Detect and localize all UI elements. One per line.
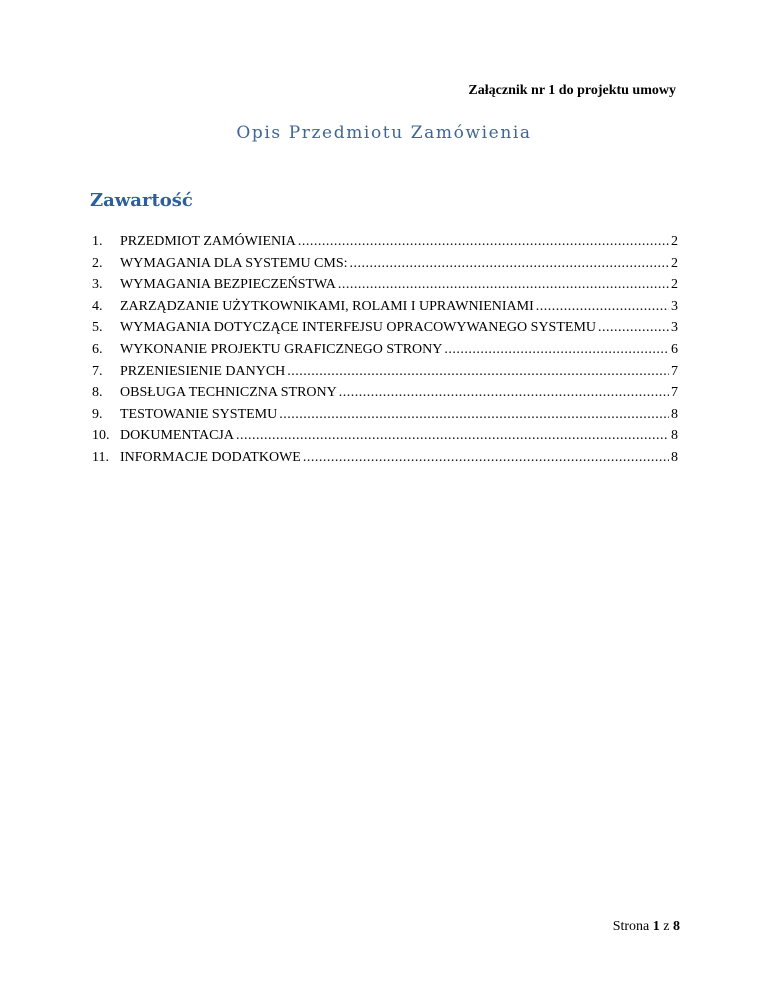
page-footer (613, 919, 680, 935)
toc-entry[interactable] (92, 299, 678, 321)
toc-leader-dots (444, 342, 669, 358)
toc-entry-page: 8 (671, 449, 678, 465)
footer-current-page: 1 (652, 919, 660, 934)
toc-entry-title: ZARZĄDZANIE UŻYTKOWNIKAMI, ROLAMI I UPRAWNIENIAMI (120, 298, 534, 314)
toc-entry-number: 6. (92, 341, 103, 357)
toc-entry-title: TESTOWANIE SYSTEMU (120, 406, 278, 422)
toc-entry[interactable] (92, 234, 678, 256)
toc-entry-page: 6 (671, 341, 678, 357)
footer-page-label: Strona (612, 919, 650, 934)
footer-separator: z (663, 919, 670, 934)
toc-entry[interactable] (92, 407, 678, 429)
toc-heading: Zawartość (90, 190, 193, 211)
toc-entry-title: DOKUMENTACJA (120, 428, 234, 444)
toc-entry-number: 4. (92, 298, 103, 314)
toc-entry-number: 2. (92, 255, 103, 271)
toc-entry[interactable] (92, 256, 678, 278)
toc-entry-number: 3. (92, 277, 103, 293)
toc-entry-title: WYMAGANIA BEZPIECZEŃSTWA (120, 277, 336, 293)
toc-leader-dots (536, 299, 669, 315)
toc-leader-dots (598, 320, 669, 336)
table-of-contents (92, 234, 678, 472)
toc-entry-number: 7. (92, 363, 103, 379)
toc-entry-number: 8. (92, 385, 103, 401)
toc-entry-page: 2 (671, 234, 678, 249)
toc-entry-title: OBSŁUGA TECHNICZNA STRONY (120, 385, 337, 401)
toc-entry[interactable] (92, 385, 678, 407)
toc-entry-title: WYMAGANIA DLA SYSTEMU CMS: (120, 255, 348, 271)
toc-entry[interactable] (92, 364, 678, 386)
toc-entry-page: 2 (671, 255, 678, 271)
toc-leader-dots (350, 256, 669, 272)
toc-entry-number: 1. (92, 234, 103, 249)
toc-leader-dots (303, 450, 669, 466)
toc-entry-page: 3 (671, 320, 678, 336)
document-title: Opis Przedmiotu Zamówienia (236, 123, 532, 143)
toc-leader-dots (236, 428, 669, 444)
toc-entry-number: 11. (92, 449, 109, 465)
footer-total-pages: 8 (673, 919, 680, 934)
toc-entry-page: 2 (671, 277, 678, 293)
toc-entry-page: 7 (671, 363, 678, 379)
toc-entry-page: 3 (671, 298, 678, 314)
toc-entry-page: 7 (671, 385, 678, 401)
toc-entry-number: 10. (92, 428, 110, 444)
toc-entry-title: WYMAGANIA DOTYCZĄCE INTERFEJSU OPRACOWYWANEGO SYSTEMU (120, 320, 596, 336)
toc-entry-title: PRZENIESIENIE DANYCH (120, 363, 286, 379)
toc-entry-page: 8 (671, 428, 678, 444)
toc-entry[interactable] (92, 428, 678, 450)
toc-leader-dots (338, 277, 669, 293)
toc-entry[interactable] (92, 277, 678, 299)
toc-leader-dots (279, 407, 669, 423)
toc-entry-number: 5. (92, 320, 103, 336)
toc-entry-title: PRZEDMIOT ZAMÓWIENIA (120, 234, 296, 249)
toc-entry-title: WYKONANIE PROJEKTU GRAFICZNEGO STRONY (120, 341, 443, 357)
toc-entry[interactable] (92, 342, 678, 364)
toc-entry[interactable] (92, 320, 678, 342)
toc-entry-number: 9. (92, 406, 103, 422)
toc-entry-page: 8 (671, 406, 678, 422)
attachment-note: Załącznik nr 1 do projektu umowy (468, 83, 676, 98)
toc-leader-dots (339, 385, 669, 401)
toc-leader-dots (298, 234, 669, 250)
toc-entry-title: INFORMACJE DODATKOWE (120, 449, 301, 465)
toc-entry[interactable] (92, 450, 678, 472)
toc-leader-dots (287, 364, 669, 380)
